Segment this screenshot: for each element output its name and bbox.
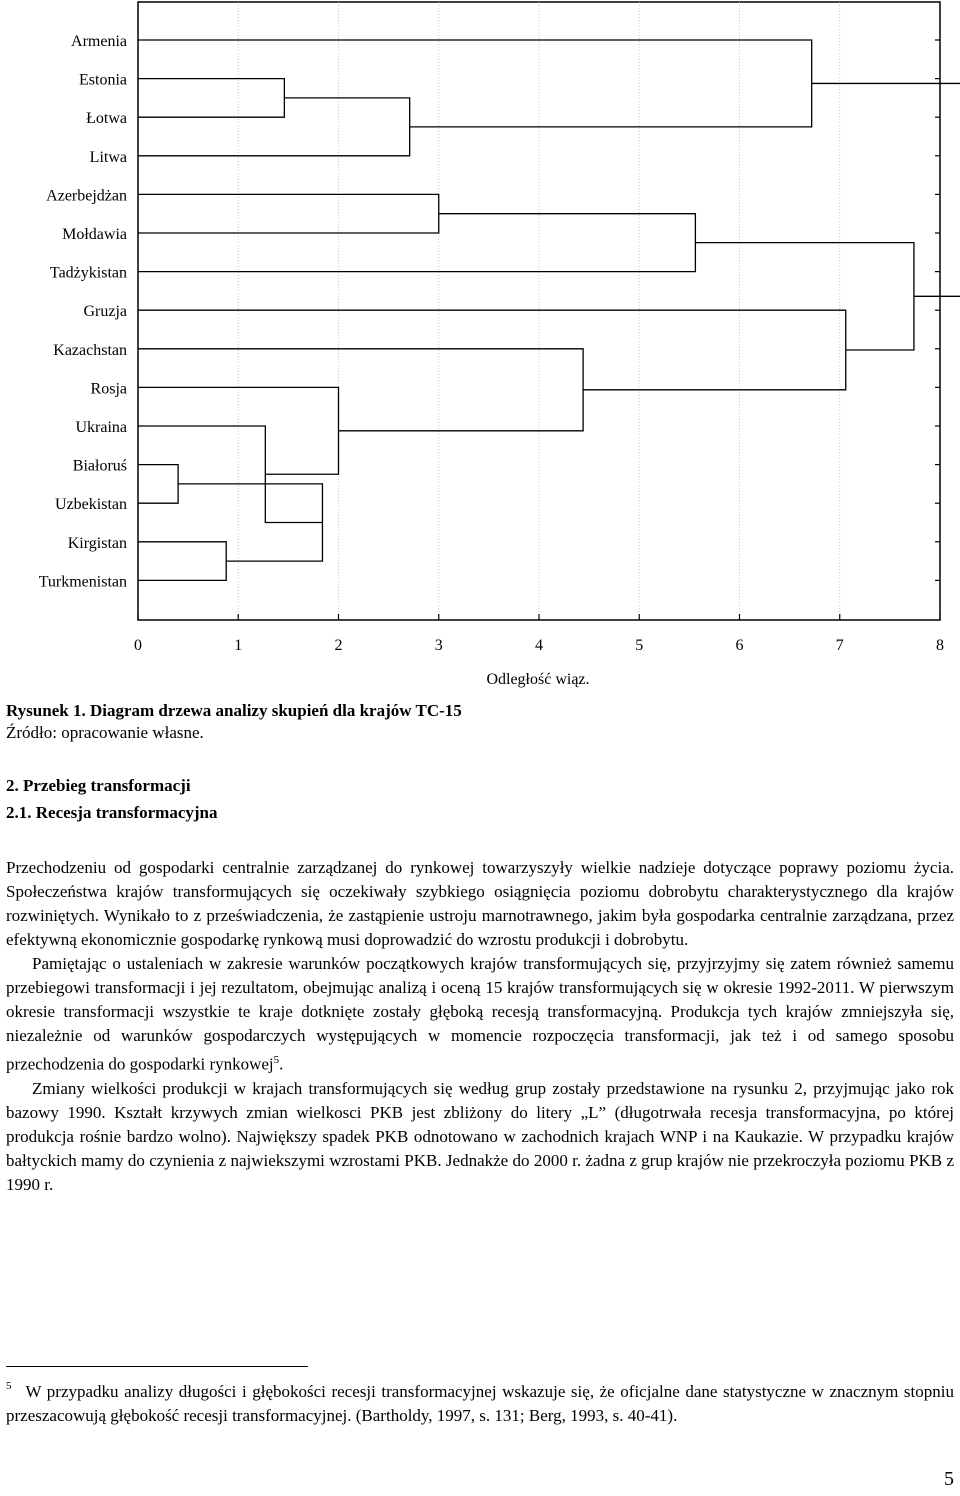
country-label: Kazachstan	[53, 341, 127, 359]
country-label: Tadżykistan	[49, 264, 127, 282]
dendrogram-link	[138, 79, 284, 118]
x-tick-label: 5	[635, 637, 644, 654]
dendrogram-link	[138, 40, 812, 127]
figure-caption	[6, 700, 462, 744]
dendrogram-link	[138, 465, 178, 504]
grid-lines	[238, 2, 840, 620]
dendrogram-chart	[0, 0, 960, 700]
country-label: Mołdawia	[62, 226, 127, 243]
country-label: Armenia	[71, 33, 127, 50]
country-label: Ukraina	[75, 419, 127, 436]
body-text	[6, 856, 954, 1197]
x-axis-label: Odległość wiąz.	[486, 671, 590, 688]
country-labels	[39, 33, 127, 590]
country-label: Estonia	[79, 71, 127, 89]
page-number: 5	[944, 1468, 954, 1490]
footnote-reference: 5	[273, 1054, 280, 1066]
x-tick-label: 3	[434, 637, 443, 654]
dendrogram-link	[812, 83, 960, 296]
x-tick-label: 0	[134, 637, 142, 654]
dendrogram-link	[138, 214, 695, 272]
footnote-text: W przypadku analizy długości i głębokości recesji transformacyjnej wskazuje się, że oficjalne dane statystyczne w znacznym stopniu przeszacowują głębokość recesji transformacyjnej. (Bartholdy, 1997, s. 131; Berg, 1993, s. 40-41).	[6, 1382, 954, 1425]
dendrogram-link	[138, 349, 583, 431]
country-label: Kirgistan	[67, 534, 127, 552]
country-label: Rosja	[90, 380, 127, 398]
x-tick-label: 1	[234, 637, 243, 654]
paragraph-2: Pamiętając o ustaleniach w zakresie warunków początkowych krajów transformujących się, przyjrzyjmy się zatem również samemu przebiegowi transformacji i jej rezultatom, obejmując analizą i oceną 15 krajów transformujących się w okresie 1992-2011. W pierwszym okresie transformacji wszystkie te kraje dotknięte zostały głęboką recesją transformacyjną. Produkcja tych krajów zmniejszyła się, niezależnie od warunków gospodarczych występujących w momencie rozpoczęcia transformacji, jak też i od samego sposobu przechodzenia do gospodarki rynkowej$^5$.	[6, 954, 954, 1074]
footnote	[6, 1374, 954, 1428]
paragraph-1: Przechodzeniu od gospodarki centralnie zarządzanej do rynkowej towarzyszyły wielkie nadzieje dotyczące poprawy poziomu życia. Społeczeństwa krajów transformujących się oczekiwały szybkiego osiągnięcia poziomu dobrobytu charakterystycznego dla krajów rozwiniętych. Wynikało to z przeświadczenia, że zastąpienie ustroju marnotrawnego, jakim była gospodarka centralnie zarządzana, przez efektywną ekonomicznie gospodarkę rynkową musi doprowadzić do wzrostu produkcji i dobrobytu.	[6, 858, 954, 949]
x-tick-label: 8	[936, 637, 944, 654]
country-label: Azerbejdżan	[46, 187, 127, 205]
country-label: Litwa	[89, 148, 127, 166]
x-tick-label: 4	[535, 637, 543, 654]
dendrogram-link	[695, 243, 914, 350]
footnote-number: 5	[6, 1380, 12, 1392]
x-tick-label: 7	[835, 637, 844, 654]
country-label: Białoruś	[72, 457, 127, 475]
subsection-heading: 2.1. Recesja transformacyjna	[6, 803, 218, 822]
country-label: Łotwa	[86, 110, 127, 128]
dendrogram-link	[138, 542, 226, 581]
dendrogram-link	[138, 194, 439, 233]
x-tick-label: 6	[735, 637, 744, 654]
x-tick-label: 2	[334, 637, 343, 654]
paragraph-2-text: Pamiętając o ustaleniach w zakresie warunków początkowych krajów transformujących się, przyjrzyjmy się zatem również samemu przebiegowi transformacji i jej rezultatom, obejmując analizą i oceną 15 krajów transformujących się w okresie 1992-2011. W pierwszym okresie transformacji wszystkie te kraje dotknięte zostały głęboką recesją transformacyjną. Produkcja tych krajów zmniejszyła się, niezależnie od warunków gospodarczych występujących w momencie rozpoczęcia transformacji, jak też i od samego sposobu przechodzenia do gospodarki rynkowej	[6, 954, 954, 1074]
figure-source: Źródło: opracowanie własne.	[6, 723, 204, 742]
country-label: Gruzja	[83, 303, 127, 321]
country-label: Turkmenistan	[38, 573, 127, 591]
country-label: Uzbekistan	[55, 496, 127, 514]
dendrogram-links	[138, 40, 960, 580]
footnote-divider	[6, 1366, 308, 1367]
figure-title: Rysunek 1. Diagram drzewa analizy skupień dla krajów TC-15	[6, 701, 462, 720]
section-heading: 2. Przebieg transformacji	[6, 776, 191, 795]
paragraph-3: Zmiany wielkości produkcji w krajach transformujących się według grup zostały przedstawione na rysunku 2, przyjmując jako rok bazowy 1990. Kształt krzywych zmian wielkosci PKB jest zbliżony do litery „L” (długotrwała recesja transformacyjna, po której produkcja rośnie bardzo wolno). Największy spadek PKB odnotowano w zachodnich krajach WNP i na Kaukazie. W przypadku krajów bałtyckich mamy do czynienia z najwiekszymi wzrostami PKB. Jednakże do 2000 r. żadna z grup krajów nie przekroczyła poziomu PKB z 1990 r.	[6, 1078, 954, 1194]
dendrogram-link	[138, 98, 410, 156]
